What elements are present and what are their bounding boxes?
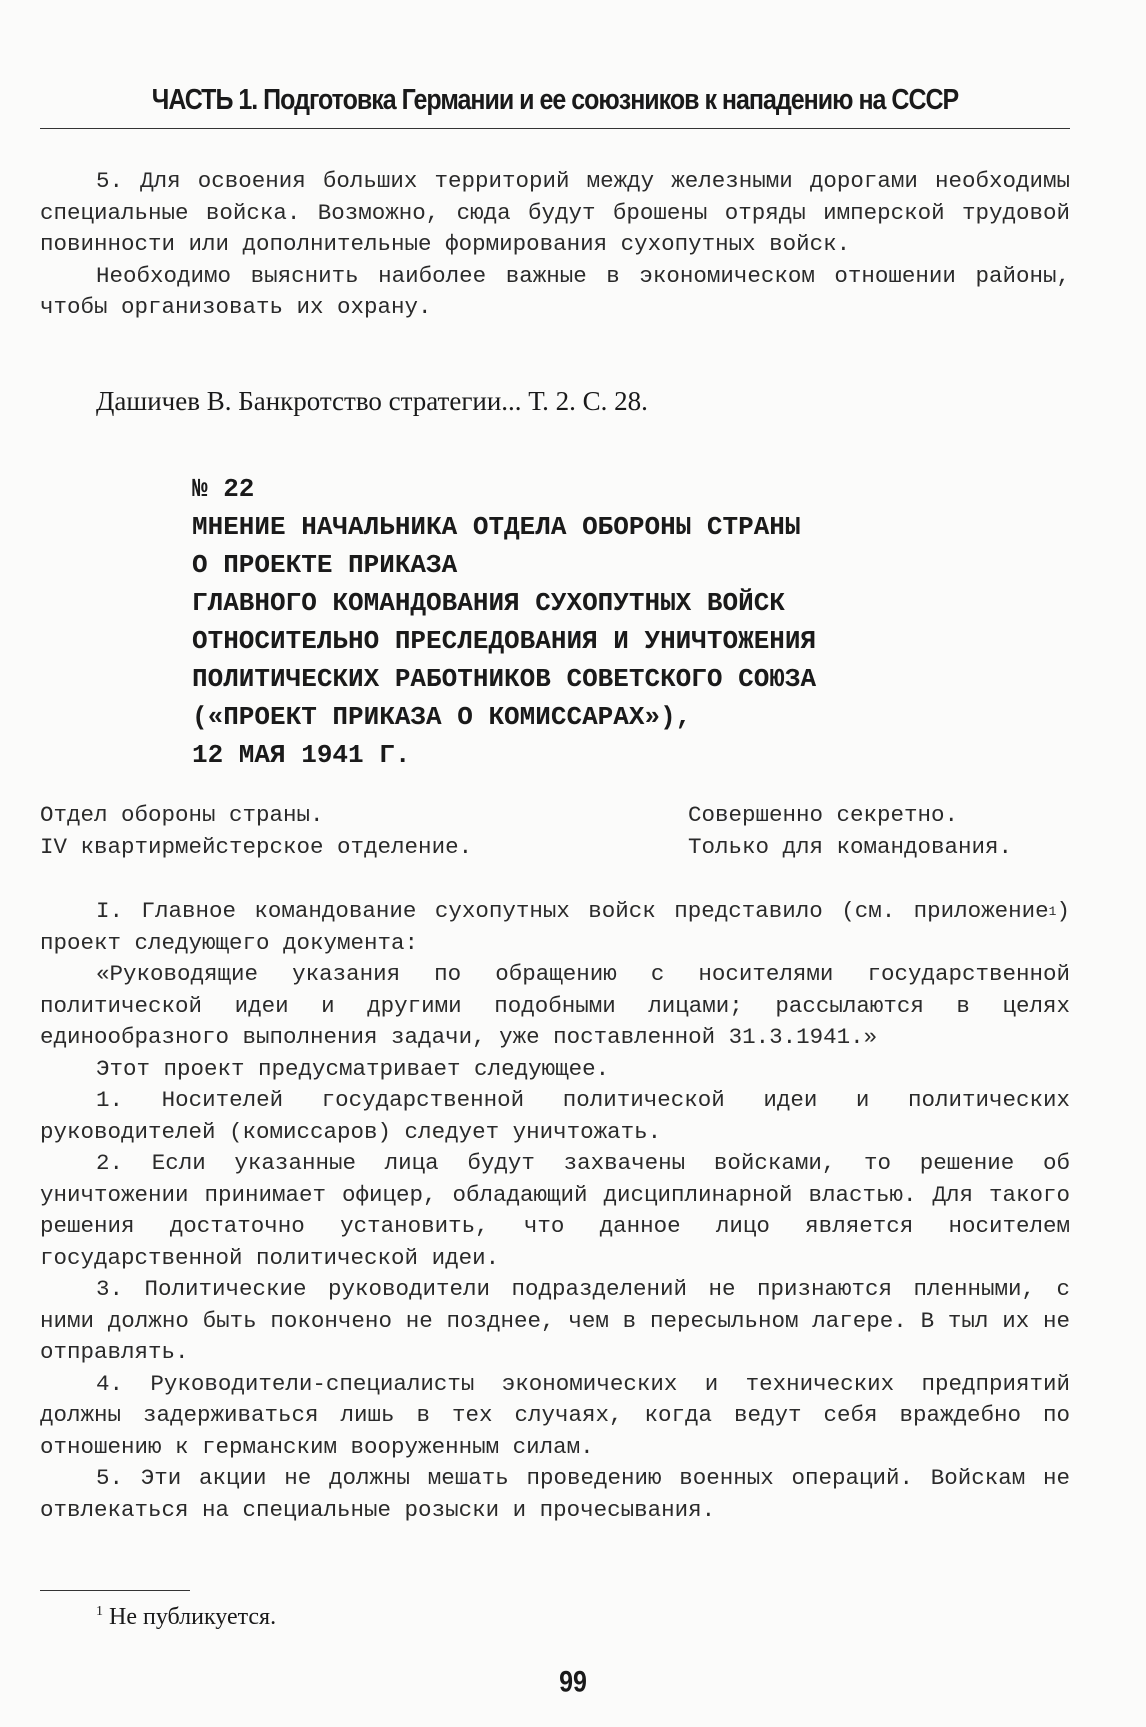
document-title-line: ГЛАВНОГО КОМАНДОВАНИЯ СУХОПУТНЫХ ВОЙСК [192, 588, 785, 618]
document-title-line: ПОЛИТИЧЕСКИХ РАБОТНИКОВ СОВЕТСКОГО СОЮЗА [192, 664, 817, 694]
sender-line: Отдел обороны страны. [40, 802, 324, 828]
body-paragraph: 1. Носителей государственной политической идеи и политических руководителей (комиссаров) следует уничтожать. [40, 1087, 1070, 1145]
document-title-line: («ПРОЕКТ ПРИКАЗА О КОМИССАРАХ»), [192, 702, 692, 732]
body-text: I. Главное командование сухопутных войск представило (см. приложение [96, 898, 1049, 924]
body-paragraph: 4. Руководители-специалисты экономических и технических предприятий должны задерживаться лишь в тех случаях, когда ведут себя враждебно по отношению к германским вооруженным силам. [40, 1370, 1070, 1460]
intro-text [40, 166, 1070, 324]
document-number: № 22 [192, 474, 255, 504]
sender-block [40, 800, 472, 863]
footnote-reference: 1 [1048, 904, 1057, 919]
document-title-line: МНЕНИЕ НАЧАЛЬНИКА ОТДЕЛА ОБОРОНЫ СТРАНЫ [192, 512, 801, 542]
document-heading [192, 470, 1072, 774]
body-paragraph: «Руководящие указания по обращению с носителями государственной политической идеи и другими подобными лицами; рассылаются в целях единообразного выполнения задачи, уже поставленной 31.3.1941.» [40, 961, 1070, 1050]
footnote-text: Не публикуется. [109, 1604, 277, 1630]
source-citation: Дашичев В. Банкротство стратегии... Т. 2. С. 28. [96, 386, 648, 416]
page-number: 99 [559, 1665, 587, 1699]
body-paragraph [40, 896, 1070, 959]
document-date: 12 МАЯ 1941 Г. [192, 740, 411, 770]
document-title-line: ОТНОСИТЕЛЬНО ПРЕСЛЕДОВАНИЯ И УНИЧТОЖЕНИЯ [192, 626, 817, 656]
running-head: ЧАСТЬ 1. Подготовка Германии и ее союзников к нападению на СССР [151, 83, 959, 117]
document-title-line: О ПРОЕКТЕ ПРИКАЗА [192, 550, 458, 580]
classification-block [688, 800, 1012, 863]
classification-line: Совершенно секретно. [688, 802, 959, 828]
intro-paragraph: Необходимо выяснить наиболее важные в экономическом отношении районы, чтобы организовать их охрану. [40, 262, 1070, 320]
body-paragraph: Этот проект предусматривает следующее. [96, 1055, 610, 1082]
header-rule [40, 128, 1070, 129]
footnote-rule [40, 1590, 190, 1591]
body-paragraph: 3. Политические руководители подразделений не признаются пленными, с ними должно быть покончено не позднее, чем в пересыльном лагере. В тыл их не отправлять. [40, 1276, 1070, 1365]
body-text: ) проект следующего документа: [40, 898, 1070, 956]
body-paragraph: 5. Эти акции не должны мешать проведению военных операций. Войскам не отвлекаться на специальные розыски и прочесывания. [40, 1465, 1070, 1523]
classification-line: Только для командования. [688, 833, 1013, 860]
body-paragraph: 2. Если указанные лица будут захвачены войсками, то решение об уничтожении принимает офицер, обладающий дисциплинарной властью. Для такого решения достаточно установить, что данное лицо является носителем государственной политической идеи. [40, 1150, 1070, 1271]
footnote-mark: 1 [96, 1604, 103, 1619]
document-body [40, 896, 1070, 1526]
footnote [96, 1604, 276, 1631]
sender-line: IV квартирмейстерское отделение. [40, 833, 473, 860]
intro-paragraph: 5. Для освоения больших территорий между железными дорогами необходимы специальные войска. Возможно, сюда будут брошены отряды имперской трудовой повинности или дополнительные формирования сухопутных войск. [40, 168, 1070, 257]
